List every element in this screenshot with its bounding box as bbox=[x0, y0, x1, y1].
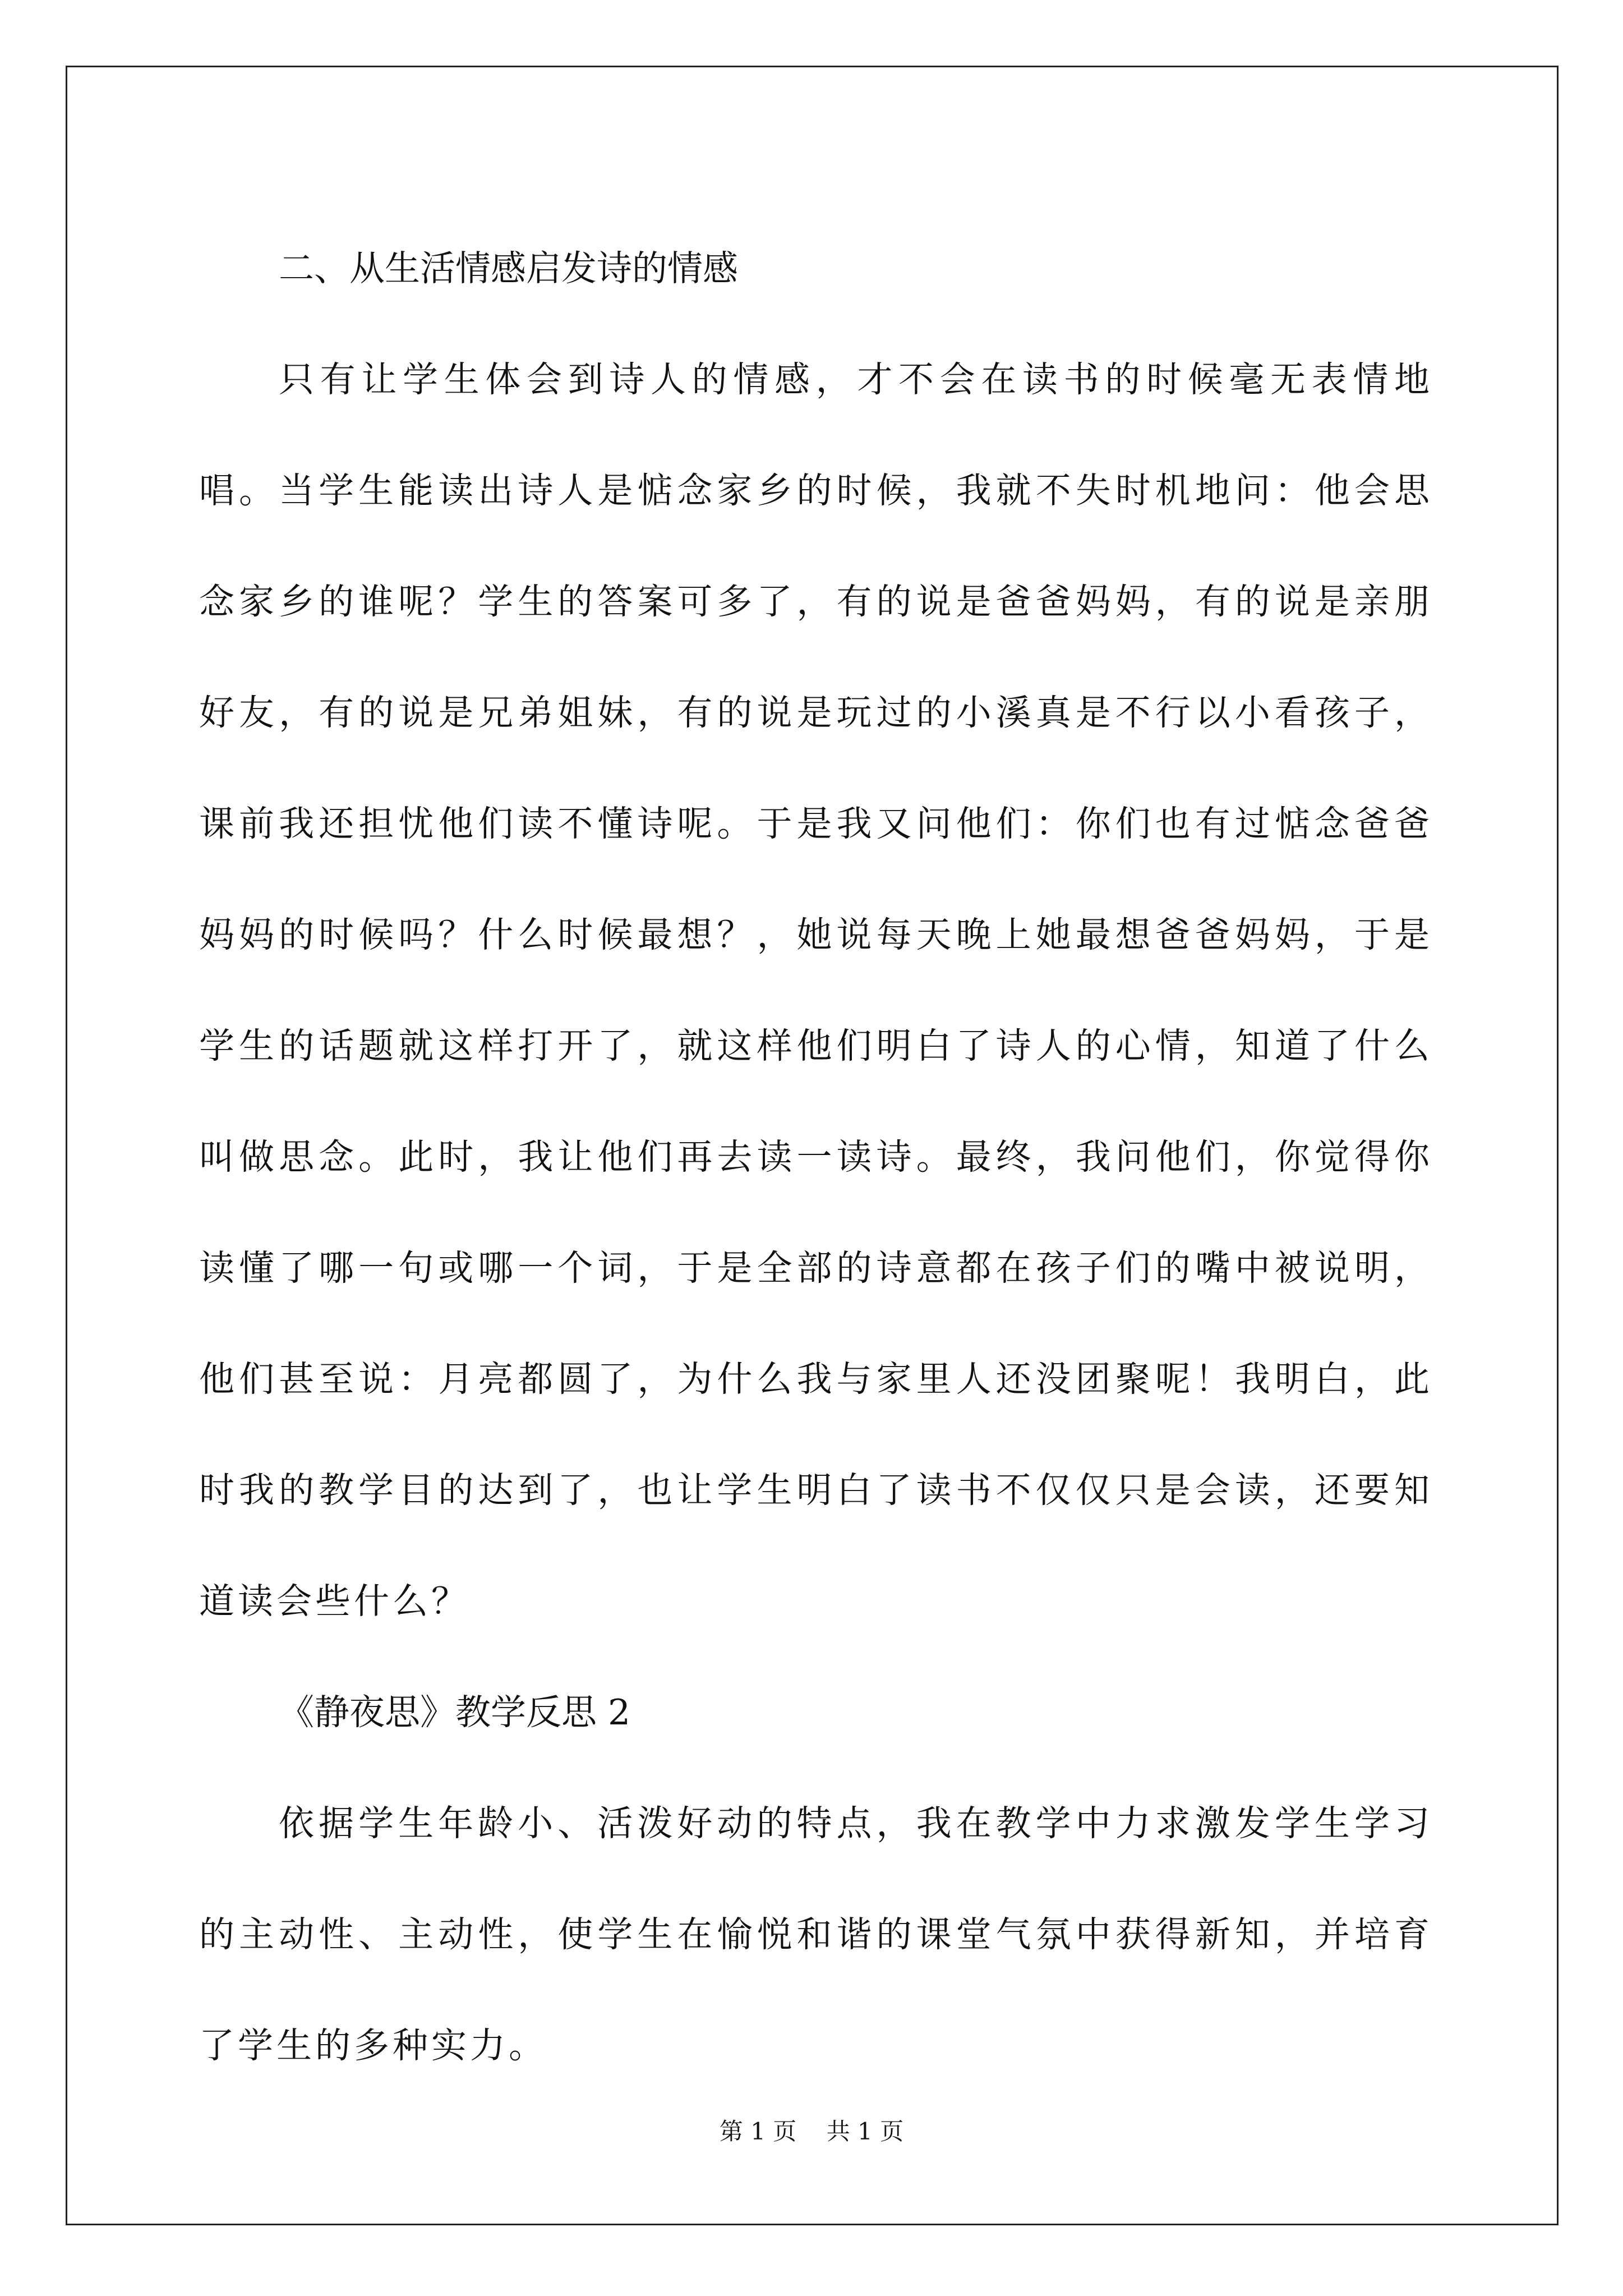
section-heading: 二、从生活情感启发诗的情感 bbox=[279, 248, 738, 289]
document-body bbox=[199, 213, 1433, 2101]
paragraph-1: 只有让学生体会到诗人的情感，才不会在读书的时候毫无表情地唱。当学生能读出诗人是惦念家乡的时候，我就不失时机地问：他会思念家乡的谁呢？学生的答案可多了，有的说是爸爸妈妈，有的说是亲朋好友，有的说是兄弟姐妹，有的说是玩过的小溪真是不行以小看孩子，课前我还担忧他们读不懂诗呢。于是我又问他们：你们也有过惦念爸爸妈妈的时候吗？什么时候最想？，她说每天晚上她最想爸爸妈妈，于是学生的话题就这样打开了，就这样他们明白了诗人的心情，知道了什么叫做思念。此时，我让他们再去读一读诗。最终，我问他们，你觉得你读懂了哪一句或哪一个词，于是全部的诗意都在孩子们的嘴中被说明，他们甚至说：月亮都圆了，为什么我与家里人还没团聚呢！我明白，此时我的教学目的达到了，也让学生明白了读书不仅仅只是会读，还要知道读会些什么？ bbox=[199, 359, 1433, 1622]
page-footer: 第 1 页 共 1 页 bbox=[719, 2118, 904, 2145]
paragraph-2: 依据学生年龄小、活泼好动的特点，我在教学中力求激发学生学习的主动性、主动性，使学生在愉悦和谐的课堂气氛中获得新知，并培育了学生的多种实力。 bbox=[199, 1803, 1433, 2066]
section-title-2: 《静夜思》教学反思 2 bbox=[279, 1692, 631, 1733]
